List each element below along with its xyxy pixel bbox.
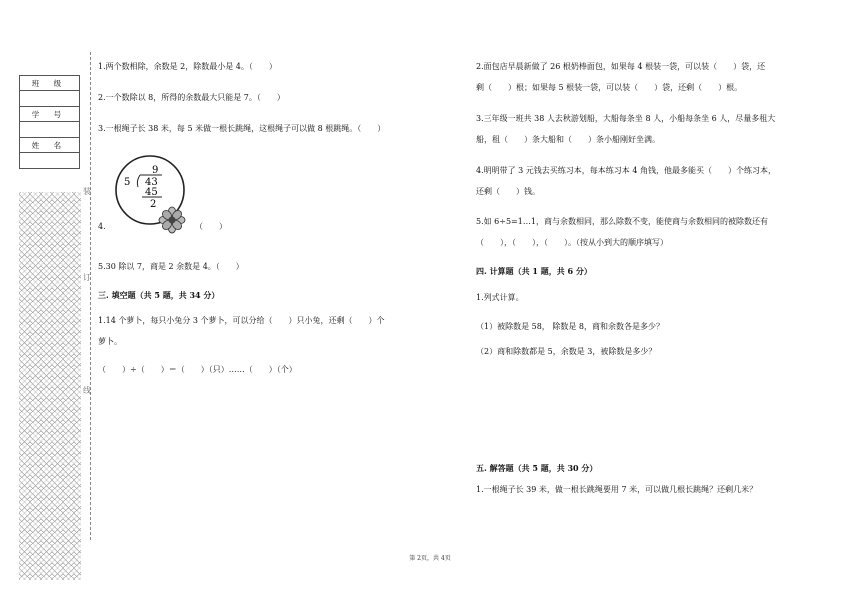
name-label: 姓 名 [20,138,80,153]
fill-q2-line1: 2.面包店早晨新做了 26 根奶棒面包，如果每 4 根装一袋，可以装（ ）袋，还 [476,62,766,71]
fill-q2-line2: 剩（ ）根；如果每 5 根装一袋，可以装（ ）袋，还剩（ ）根。 [476,83,743,92]
section-3-heading: 三. 填空题（共 5 题，共 34 分） [98,290,220,300]
section-5-heading: 五. 解答题（共 5 题，共 30 分） [476,463,598,473]
fill-q4-line2: 还剩（ ）钱。 [476,187,540,196]
judge-q5: 5.30 除以 7，商是 2 余数是 4。（ ） [98,262,244,271]
division-bracket [137,175,140,187]
class-label: 班 级 [20,76,80,91]
fill-q3-line2: 船，租（ ）条大船和（ ）条小船刚好坐满。 [476,135,660,144]
binding-char-xian: 线 [83,386,91,395]
page-footer: 第 2页，共 4页 [409,555,451,562]
binding-char-zhuang: 装 [83,187,91,196]
fill-q4-line1: 4.明明带了 3 元钱去买练习本，每本练习本 4 角钱，他最多能买（ ）个练习本， [476,166,776,175]
class-field[interactable] [20,91,80,107]
division-quotient: 9 [152,165,159,176]
student-id-field[interactable] [20,122,80,138]
judge-q4-answer: （ ） [195,222,227,231]
calc-q1-part2: （2）商和除数都是 5，余数是 3，被除数是多少？ [476,347,657,356]
fill-q1-line1: 1.14 个萝卜，每只小兔分 3 个萝卜，可以分给（ ）只小兔，还剩（ ）个 [98,316,385,325]
binding-char-ding: 订 [83,273,91,282]
fill-q3-line1: 3.三年级一班共 38 人去秋游划船，大船每条坐 8 人，小船每条坐 6 人，尽量多租大 [476,114,776,123]
fill-q1-equation: （ ）÷（ ）＝（ ）（只）……（ ）（个） [98,365,297,374]
answer-q1: 1.一根绳子长 39 米，做一根长跳绳要用 7 米，可以做几根长跳绳？还剩几米？ [476,485,758,494]
division-product: 45 [145,187,158,198]
division-divisor: 5 [124,177,131,188]
division-remainder: 2 [150,199,157,210]
division-figure-svg [110,154,190,239]
binding-dashed-line [90,52,91,540]
division-dividend: 43 [145,177,158,188]
judge-q1: 1.两个数相除，余数是 2，除数最小是 4。（ ） [98,62,277,71]
judge-q4-number: 4. [98,222,106,231]
fill-q5-line2: （ ），（ ），（ ）。（按从小到大的顺序填写） [476,238,668,247]
flower-icon [159,207,185,233]
fill-q5-line1: 5.如 6÷5=1…1，商与余数相同，那么除数不变，能使商与余数相同的被除数还有 [476,217,768,226]
student-id-label: 学 号 [20,107,80,122]
calc-q1: 1.列式计算。 [476,293,524,302]
fill-q1-line2: 萝卜。 [98,337,122,346]
judge-q3: 3.一根绳子长 38 米，每 5 米做一根长跳绳，这根绳子可以做 8 根跳绳。（ ） [98,124,386,133]
judge-q2: 2.一个数除以 8，所得的余数最大只能是 7。（ ） [98,93,285,102]
name-field[interactable] [20,153,80,169]
hatch-pattern [19,192,81,580]
division-figure [110,154,190,239]
section-4-heading: 四. 计算题（共 1 题，共 6 分） [476,266,592,276]
calc-q1-part1: （1）被除数是 58， 除数是 8，商和余数各是多少？ [476,322,664,331]
student-info-table [19,75,80,169]
